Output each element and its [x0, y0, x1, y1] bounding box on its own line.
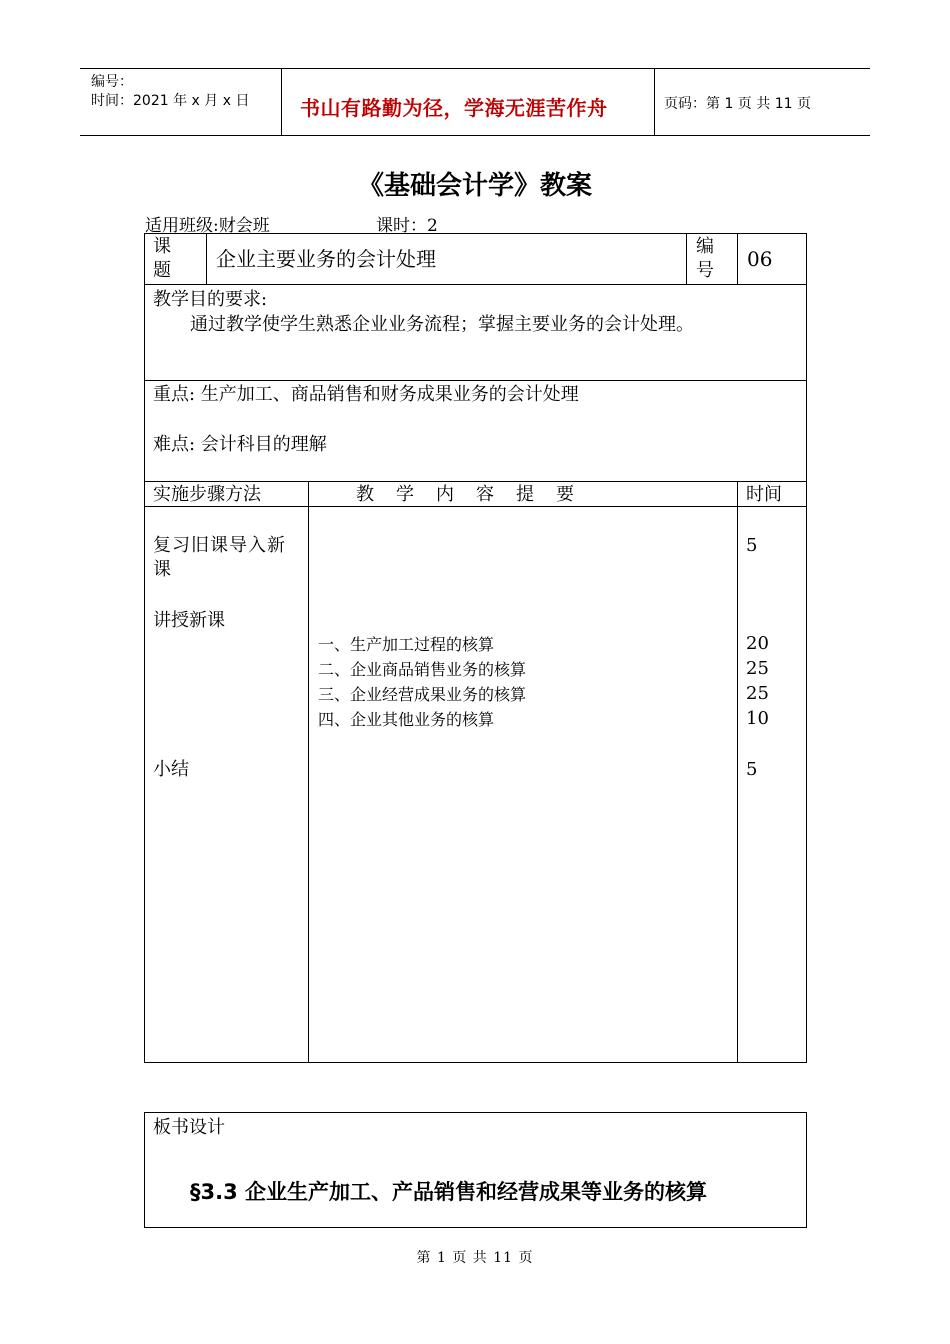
- content-item: 二、企业商品销售业务的核算: [318, 660, 527, 679]
- header-motto: 书山有路勤为径，学海无涯苦作舟: [300, 96, 608, 120]
- topic-label: 课 题: [153, 236, 171, 281]
- content-item: 一、生产加工过程的核算: [318, 635, 495, 654]
- objectives-label: 教学目的要求:: [153, 289, 268, 310]
- difficulties: 难点: 会计科目的理解: [153, 434, 327, 455]
- header-time-label: 时间：2021 年 x 月 x 日: [91, 93, 250, 109]
- board-design-heading: §3.3 企业生产加工、产品销售和经营成果等业务的核算: [190, 1180, 708, 1204]
- time-value: 5: [746, 759, 758, 780]
- page-footer: 第 1 页 共 11 页: [416, 1250, 534, 1266]
- time-value: 20: [746, 633, 769, 654]
- class-hours: 课时：2: [376, 216, 438, 236]
- header-number-label: 编号：: [91, 74, 133, 90]
- time-value: 25: [746, 683, 769, 704]
- header-divider-left: [281, 68, 282, 136]
- document-title: 《基础会计学》教案: [357, 171, 592, 201]
- step-review: 复习旧课导入新课: [153, 535, 286, 580]
- row-rule-objectives: [144, 380, 807, 381]
- column-header-time: 时间: [746, 484, 782, 505]
- step-new-lesson: 讲授新课: [153, 610, 225, 631]
- row-rule-keypoints: [144, 481, 807, 482]
- column-header-content: 教 学 内 容 提 要: [356, 484, 576, 505]
- content-col-rule-1: [308, 481, 309, 1063]
- header-divider-right: [654, 68, 655, 136]
- content-col-rule-2: [737, 481, 738, 1063]
- topic-col-rule-1: [206, 233, 207, 284]
- key-points: 重点: 生产加工、商品销售和财务成果业务的会计处理: [153, 384, 579, 405]
- board-design-label: 板书设计: [153, 1117, 225, 1138]
- board-design-box: [144, 1112, 807, 1228]
- step-summary: 小结: [153, 759, 189, 780]
- lesson-topic: 企业主要业务的会计处理: [216, 247, 436, 271]
- time-value: 10: [746, 708, 769, 729]
- row-rule-topic: [144, 284, 807, 285]
- header-bottom-rule: [80, 135, 870, 136]
- topic-col-rule-3: [737, 233, 738, 284]
- time-value: 5: [746, 535, 758, 556]
- content-item: 四、企业其他业务的核算: [318, 710, 495, 729]
- lesson-number: 06: [747, 247, 773, 271]
- applicable-class: 适用班级:财会班: [145, 216, 270, 236]
- header-top-rule: [80, 68, 870, 69]
- content-item: 三、企业经营成果业务的核算: [318, 685, 527, 704]
- header-page-info: 页码：第 1 页 共 11 页: [664, 96, 811, 112]
- number-label: 编 号: [696, 236, 714, 281]
- time-value: 25: [746, 658, 769, 679]
- column-header-steps: 实施步骤方法: [153, 484, 261, 505]
- objectives-text: 通过教学使学生熟悉企业业务流程；掌握主要业务的会计处理。: [190, 314, 694, 335]
- topic-col-rule-2: [686, 233, 687, 284]
